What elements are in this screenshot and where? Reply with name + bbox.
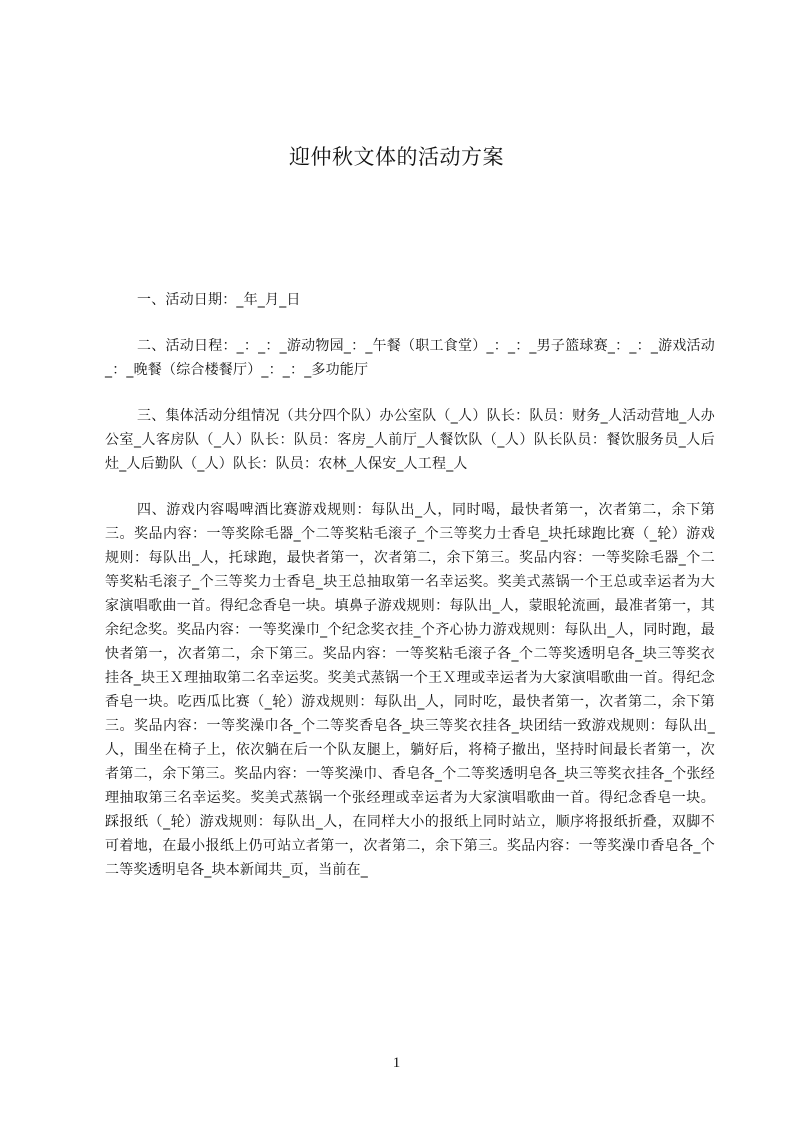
paragraph-activity-schedule: 二、活动日程：_：_：_游动物园_：_午餐（职工食堂）_：_：_男子篮球赛_：_：_游戏活动_：_晚餐（综合楼餐厅）_：_：_多功能厅 <box>105 338 715 378</box>
document-body <box>105 288 715 882</box>
page-number: 1 <box>392 1055 401 1071</box>
page-title: 迎仲秋文体的活动方案 <box>289 145 504 169</box>
paragraph-team-grouping: 三、集体活动分组情况（共分四个队）办公室队（_人）队长：队员：财务_人活动营地_人办公室_人客房队（_人）队长：队员：客房_人前厅_人餐饮队（_人）队长队员：餐饮服务员_人后灶_人后勤队（_人）队长：队员：农林_人保安_人工程_人 <box>105 408 715 472</box>
paragraph-activity-date: 一、活动日期：_年_月_日 <box>137 292 301 308</box>
paragraph-game-content: 四、游戏内容喝啤酒比赛游戏规则：每队出_人，同时喝，最快者第一，次者第二，余下第三。奖品内容：一等奖除毛器_个二等奖粘毛滚子_个三等奖力士香皂_块托球跑比赛（_轮）游戏规则：每队出_人，托球跑，最快者第一，次者第二，余下第三。奖品内容：一等奖除毛器_个二等奖粘毛滚子_个三等奖力士香皂_块王总抽取第一名幸运奖。奖美式蒸锅一个王总或幸运者为大家演唱歌曲一首。得纪念香皂一块。填鼻子游戏规则：每队出_人，蒙眼轮流画，最准者第一，其余纪念奖。奖品内容：一等奖澡巾_个纪念奖衣挂_个齐心协力游戏规则：每队出_人，同时跑，最快者第一，次者第二，余下第三。奖品内容：一等奖粘毛滚子各_个二等奖透明皂各_块三等奖衣挂各_块王Ｘ理抽取第二名幸运奖。奖美式蒸锅一个王Ｘ理或幸运者为大家演唱歌曲一首。得纪念香皂一块。吃西瓜比赛（_轮）游戏规则：每队出_人，同时吃，最快者第一，次者第二，余下第三。奖品内容：一等奖澡巾各_个二等奖香皂各_块三等奖衣挂各_块团结一致游戏规则：每队出_人，围坐在椅子上，依次躺在后一个队友腿上，躺好后，将椅子撤出，坚持时间最长者第一，次者第二，余下第三。奖品内容：一等奖澡巾、香皂各_个二等奖透明皂各_块三等奖衣挂各_个张经理抽取第三名幸运奖。奖美式蒸锅一个张经理或幸运者为大家演唱歌曲一首。得纪念香皂一块。踩报纸（_轮）游戏规则：每队出_人，在同样大小的报纸上同时站立，顺序将报纸折叠，双脚不可着地，在最小报纸上仍可站立者第一，次者第二，余下第三。奖品内容：一等奖澡巾香皂各_个二等奖透明皂各_块本新闻共_页，当前在_ <box>105 502 715 878</box>
